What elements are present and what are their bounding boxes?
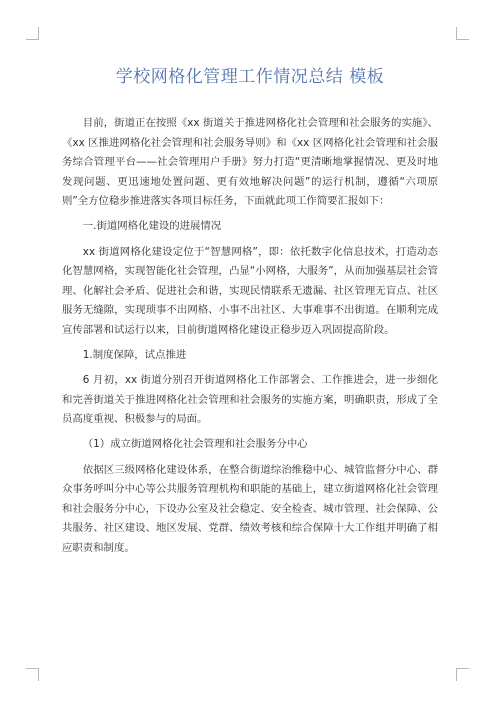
crop-mark-bottom-right	[456, 668, 469, 681]
crop-mark-top-left	[26, 27, 39, 40]
body-paragraph: xx 街道网格化建设定位于“智慧网格”，即：依托数字化信息技术，打造动态化智慧网格，实现智能化社会管理，凸显“小网格，大服务”，从而加强基层社会管理、化解社会矛盾、促进社会和谐，实现民情联系无遗漏、社区管理无盲点、社区服务无缝隙，实现琐事不出网格、小事不出社区、大事难事不出街道。在顺利完成宣传部署和试运行以来，目前街道网格化建设正稳步迈入巩固提高阶段。	[62, 245, 438, 336]
document-body	[62, 114, 438, 563]
crop-mark-bottom-left	[26, 668, 39, 681]
body-paragraph: 依据区三级网格化建设体系，在整合街道综治维稳中心、城管监督分中心、群众事务呼叫分中心等公共服务管理机构和职能的基础上，建立街道网格化社会管理和社会服务分中心，下设办公室及社会稳定、安全检查、城市管理、社会保障、公共服务、社区建设、地区发展、党群、绩效考核和综合保障十大工作组并明确了相应职责和制度。	[62, 463, 438, 554]
crop-mark-top-right	[456, 27, 469, 40]
section-heading-1: 一.街道网格化建设的进展情况	[82, 219, 222, 232]
body-paragraph: 6 月初，xx 街道分别召开街道网格化工作部署会、工作推进会，进一步细化和完善街道关于推进网格化社会管理和社会服务的实施方案，明确职责，形成了全员高度重视、积极参与的局面。	[62, 374, 438, 426]
subsection-heading-1: 1.制度保障，试点推进	[82, 348, 187, 361]
intro-paragraph: 目前，街道正在按照《xx 街道关于推进网格化社会管理和社会服务的实施》、《xx 区推进网格化社会管理和社会服务导则》和《xx 区网格化社会管理和社会服务综合管理平台——社会管理用户手册》努力打造“更清晰地掌握情况、更及时地发现问题、更迅速地处置问题、更有效地解决问题”的运行机制，遵循“六项原则”全方位稳步推进落实各项目标任务，下面就此项工作简要汇报如下：	[62, 117, 438, 208]
document-title: 学校网格化管理工作情况总结 模板	[115, 67, 385, 87]
subsection-heading-1-1: （1）成立街道网格化社会管理和社会服务分中心	[82, 437, 308, 450]
